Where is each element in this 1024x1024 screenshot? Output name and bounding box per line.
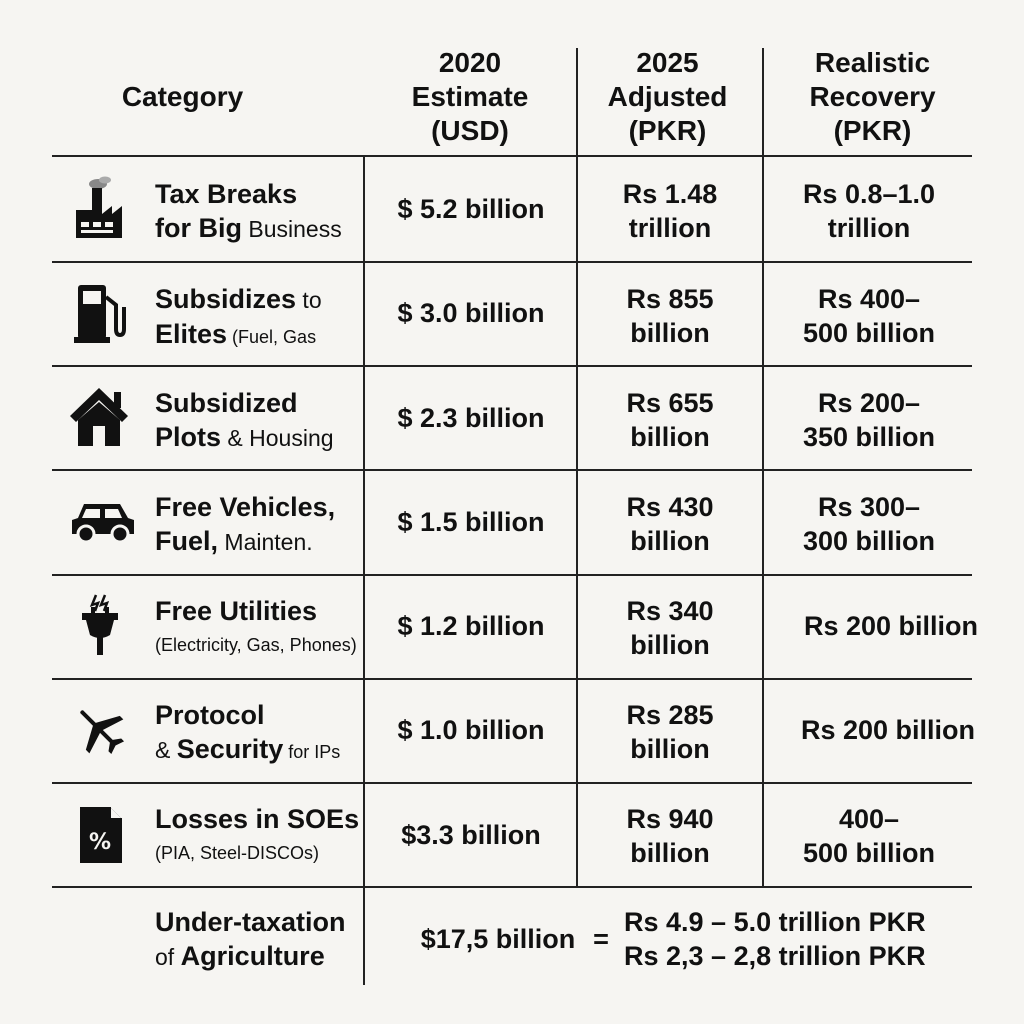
category-tax-breaks: Tax Breaks for Big Business xyxy=(155,179,342,243)
header-realistic-recovery: Realistic Recovery (PKR) xyxy=(809,47,936,146)
plug-icon xyxy=(78,593,122,657)
recovery-value: Rs 0.8–1.0 trillion xyxy=(802,179,936,243)
usd-value: $ 1.2 billion xyxy=(397,611,545,641)
usd-value: $ 5.2 billion xyxy=(397,194,545,224)
row-divider xyxy=(52,678,972,680)
row-divider xyxy=(52,782,972,784)
pkr-adjusted-value: Rs 655 billion xyxy=(626,388,714,452)
airplane-icon xyxy=(72,702,128,758)
recovery-value: 400– 500 billion xyxy=(802,804,936,868)
category-losses-in-soes: Losses in SOEs (PIA, Steel-DISCOs) xyxy=(155,804,360,863)
pkr-adjusted-value: Rs 340 billion xyxy=(626,596,714,660)
column-divider xyxy=(762,48,764,887)
equals-sign: = xyxy=(593,924,609,954)
recovery-value: Rs 300– 300 billion xyxy=(802,492,936,556)
factory-icon xyxy=(72,176,126,240)
usd-value: $ 1.5 billion xyxy=(397,507,545,537)
pkr-adjusted-value: Rs 285 billion xyxy=(626,700,714,764)
usd-value: $ 1.0 billion xyxy=(397,715,545,745)
row-divider xyxy=(52,886,972,888)
recovery-value: Rs 200 billion xyxy=(803,611,979,641)
recovery-value: Rs 400– 500 billion xyxy=(802,284,936,348)
header-2025-adjusted: 2025 Adjusted (PKR) xyxy=(607,47,728,146)
pkr-adjusted-value: Rs 1.48 trillion xyxy=(622,179,718,243)
recovery-value: Rs 200– 350 billion xyxy=(802,388,936,452)
row-divider xyxy=(52,365,972,367)
car-icon xyxy=(70,500,136,544)
pkr-adjusted-value: Rs 855 billion xyxy=(626,284,714,348)
usd-value: $ 3.0 billion xyxy=(397,298,545,328)
category-subsidized-plots: Subsidized Plots & Housing xyxy=(155,388,334,452)
category-free-vehicles: Free Vehicles, Fuel, Mainten. xyxy=(155,492,336,556)
category-under-taxation-agriculture: Under-taxation of Agriculture xyxy=(155,907,346,971)
svg-text:%: % xyxy=(88,830,112,855)
category-free-utilities: Free Utilities (Electricity, Gas, Phones) xyxy=(155,596,357,655)
fuel-pump-icon xyxy=(72,283,126,345)
usd-value: $ 2.3 billion xyxy=(397,403,545,433)
row-divider xyxy=(52,469,972,471)
percent-document-icon xyxy=(78,805,124,865)
total-usd-value: $17,5 billion xyxy=(420,924,576,954)
header-category: Category xyxy=(121,81,244,112)
row-divider xyxy=(52,574,972,576)
recovery-value: Rs 200 billion xyxy=(800,715,976,745)
pkr-adjusted-value: Rs 940 billion xyxy=(626,804,714,868)
house-icon xyxy=(68,386,130,448)
category-protocol-security: Protocol & Security for IPs xyxy=(155,700,341,764)
header-divider xyxy=(52,155,972,157)
row-divider xyxy=(52,261,972,263)
total-pkr-values: Rs 4.9 – 5.0 trillion PKR Rs 2,3 – 2,8 trillion PKR xyxy=(624,907,926,971)
pkr-adjusted-value: Rs 430 billion xyxy=(626,492,714,556)
header-2020-estimate: 2020 Estimate (USD) xyxy=(411,47,529,146)
usd-value: $3.3 billion xyxy=(401,820,541,850)
category-subsidizes-to-elites: Subsidizes to Elites (Fuel, Gas xyxy=(155,284,322,349)
